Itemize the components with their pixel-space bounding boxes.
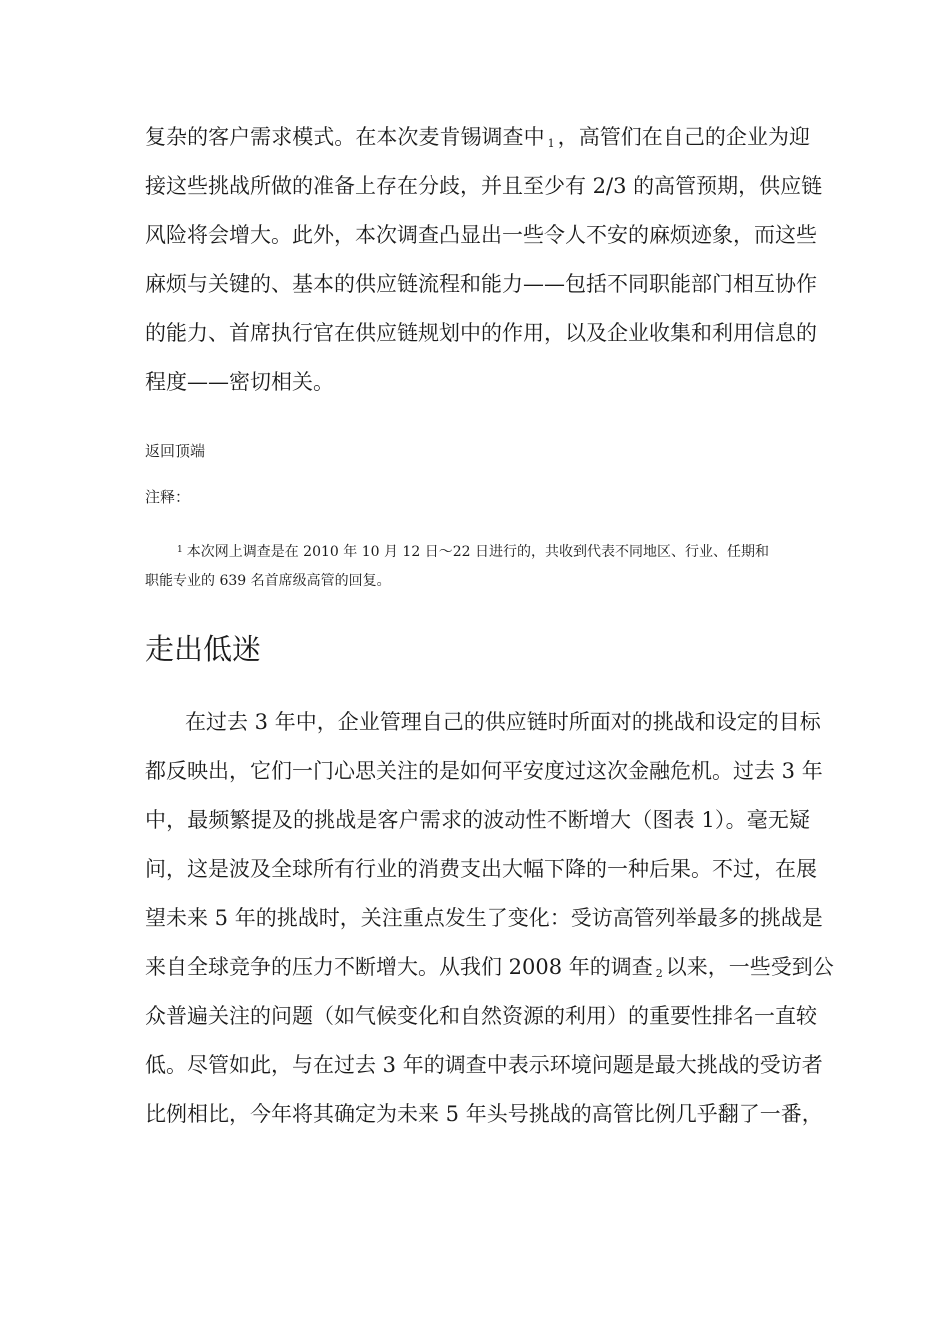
paragraph-line: 的能力、首席执行官在供应链规划中的作用，以及企业收集和利用信息的: [145, 321, 817, 345]
paragraph-line: 问，这是波及全球所有行业的消费支出大幅下降的一种后果。不过，在展: [145, 857, 817, 881]
back-to-top-link[interactable]: 返回顶端: [145, 442, 206, 460]
footnote-mark: 1: [177, 545, 183, 555]
section-heading: 走出低迷: [145, 632, 262, 666]
paragraph-line: 复杂的客户需求模式。在本次麦肯锡调查中 1 ，高管们在自己的企业为迎: [145, 125, 811, 150]
paragraph-line: 比例相比，今年将其确定为未来 5 年头号挑战的高管比例几乎翻了一番，: [145, 1102, 823, 1126]
notes-label: 注释：: [145, 488, 191, 506]
paragraph-line: 中，最频繁提及的挑战是客户需求的波动性不断增大（图表 1）。毫无疑: [145, 808, 810, 832]
footnote-reference[interactable]: 1: [547, 137, 555, 150]
paragraph-line: 低。尽管如此，与在过去 3 年的调查中表示环境问题是最大挑战的受访者: [145, 1053, 823, 1077]
paragraph-line: 接这些挑战所做的准备上存在分歧，并且至少有 2/3 的高管预期，供应链: [145, 174, 823, 198]
paragraph-line: 来自全球竞争的压力不断增大。从我们 2008 年的调查 2 以来，一些受到公: [145, 955, 834, 980]
paragraph-line: 望未来 5 年的挑战时，关注重点发生了变化：受访高管列举最多的挑战是: [145, 906, 823, 930]
paragraph-line: 程度——密切相关。: [145, 370, 334, 394]
paragraph-line: 在过去 3 年中，企业管理自己的供应链时所面对的挑战和设定的目标: [185, 710, 821, 734]
paragraph-line: 都反映出，它们一门心思关注的是如何平安度过这次金融危机。过去 3 年: [145, 759, 823, 783]
footnote: [145, 538, 810, 596]
footnote-line: 职能专业的 639 名首席级高管的回复。: [145, 573, 391, 589]
paragraph-line: 众普遍关注的问题（如气候变化和自然资源的利用）的重要性排名一直较: [145, 1004, 817, 1028]
footnote-reference[interactable]: 2: [655, 967, 663, 980]
paragraph-line: 麻烦与关键的、基本的供应链流程和能力——包括不同职能部门相互协作: [145, 272, 817, 296]
footnote-line: $^1$ 本次网上调查是在 2010 年 10 月 12 日～22 日进行的，共收到代表不同地区、行业、任期和: [177, 544, 769, 560]
body-paragraph: [145, 698, 834, 1139]
paragraph-line: 风险将会增大。此外，本次调查凸显出一些令人不安的麻烦迹象，而这些: [145, 223, 817, 247]
intro-paragraph: [145, 113, 823, 407]
